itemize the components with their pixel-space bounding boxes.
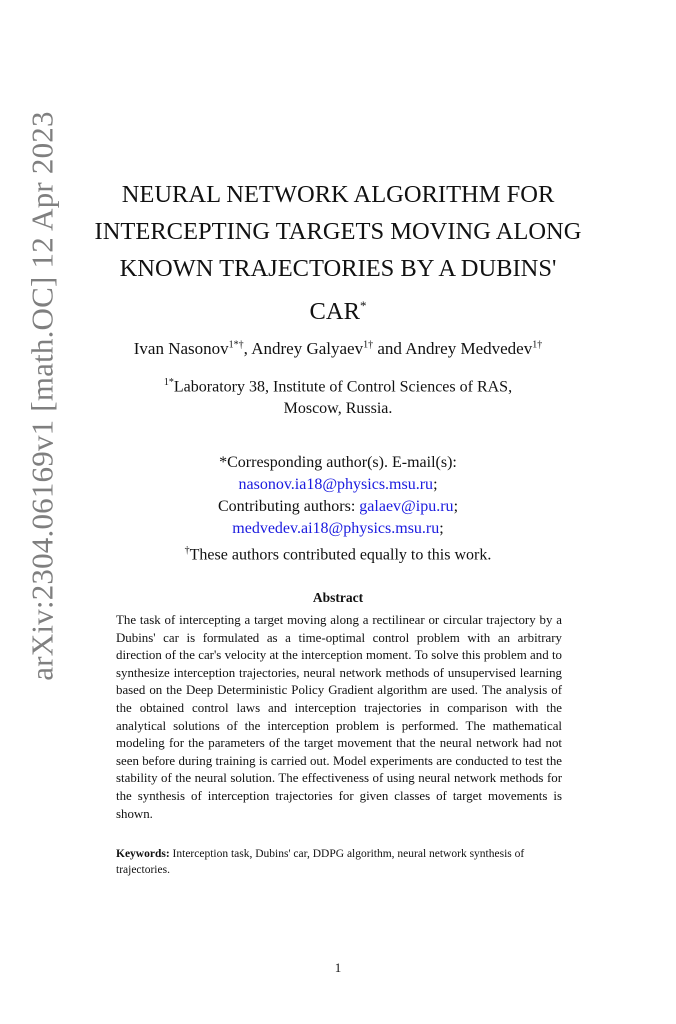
author-separator: and: [373, 339, 406, 358]
keywords: [116, 846, 562, 878]
contributing-email-line: medvedev.ai18@physics.msu.ru;: [232, 520, 444, 537]
affiliation-text: Laboratory 38, Institute of Control Sciences of RAS,: [173, 378, 513, 396]
paper-title-text: NEURAL NETWORK ALGORITHM FOR INTERCEPTING TARGETS MOVING ALONG KNOWN TRAJECTORIES BY A DUBINS' CAR: [94, 181, 582, 326]
keywords-label: Keywords:: [116, 848, 170, 860]
paper-title: [90, 176, 586, 330]
affiliation: [100, 372, 576, 420]
affiliation-line-2: Moscow, Russia.: [283, 400, 393, 418]
corresponding-email-link[interactable]: nasonov.ia18@physics.msu.ru: [238, 476, 434, 493]
author-name: Andrey Galyaev: [251, 339, 364, 358]
contributing-label: Contributing authors:: [217, 498, 356, 515]
affiliation-line-1: [100, 372, 576, 398]
contributing-line: Contributing authors: galaev@ipu.ru;: [217, 498, 459, 515]
author-marks: 1†: [363, 339, 374, 351]
contributing-email-link[interactable]: galaev@ipu.ru: [359, 498, 454, 515]
author-marks: 1*†: [228, 339, 244, 351]
corresponding-email-line: nasonov.ia18@physics.msu.ru;: [238, 476, 438, 493]
abstract-heading: Abstract: [312, 590, 364, 605]
equal-contribution-text: These authors contributed equally to this work.: [189, 546, 492, 564]
author-name: Andrey Medvedev: [405, 339, 533, 358]
arxiv-identifier: arXiv:2304.06169v1 [math.OC] 12 Apr 2023: [25, 111, 61, 681]
contact-info: [90, 452, 586, 566]
title-footnote-mark: *: [359, 298, 367, 313]
contributing-email-link-2[interactable]: medvedev.ai18@physics.msu.ru: [232, 520, 440, 537]
arxiv-sidebar: [22, 110, 64, 682]
author-marks: 1†: [532, 339, 543, 351]
author-separator: ,: [243, 339, 252, 358]
keywords-text: Interception task, Dubins' car, DDPG algorithm, neural network synthesis of trajectories.: [116, 848, 525, 876]
author-list: [60, 339, 616, 359]
page-number: 1: [334, 960, 342, 975]
corresponding-label: *Corresponding author(s). E-mail(s):: [219, 454, 457, 471]
author-name: Ivan Nasonov: [133, 339, 229, 358]
abstract-body: The task of intercepting a target moving along a rectilinear or circular trajectory by a Dubins' car is formulated as a time-optimal control problem with an arbitrary direction of the car's velocity at the interception moment. To solve this problem and to synthesize interception trajectories, neural network methods of unsupervised learning based on the Deep Deterministic Policy Gradient algorithm are used. The analysis of the obtained control laws and interception trajectories in comparison with the analytical solutions of the interception problem is performed. The mathematical modeling for the parameters of the target movement that the neural network had not seen before during training is carried out. Model experiments are conducted to test the stability of the neural solution. The effectiveness of using neural network methods for the synthesis of interception trajectories for given classes of target movements is shown.: [116, 613, 562, 821]
affiliation-mark: 1*: [163, 377, 174, 388]
equal-contribution-note: [90, 540, 586, 566]
equal-contribution-mark: †: [184, 545, 190, 556]
